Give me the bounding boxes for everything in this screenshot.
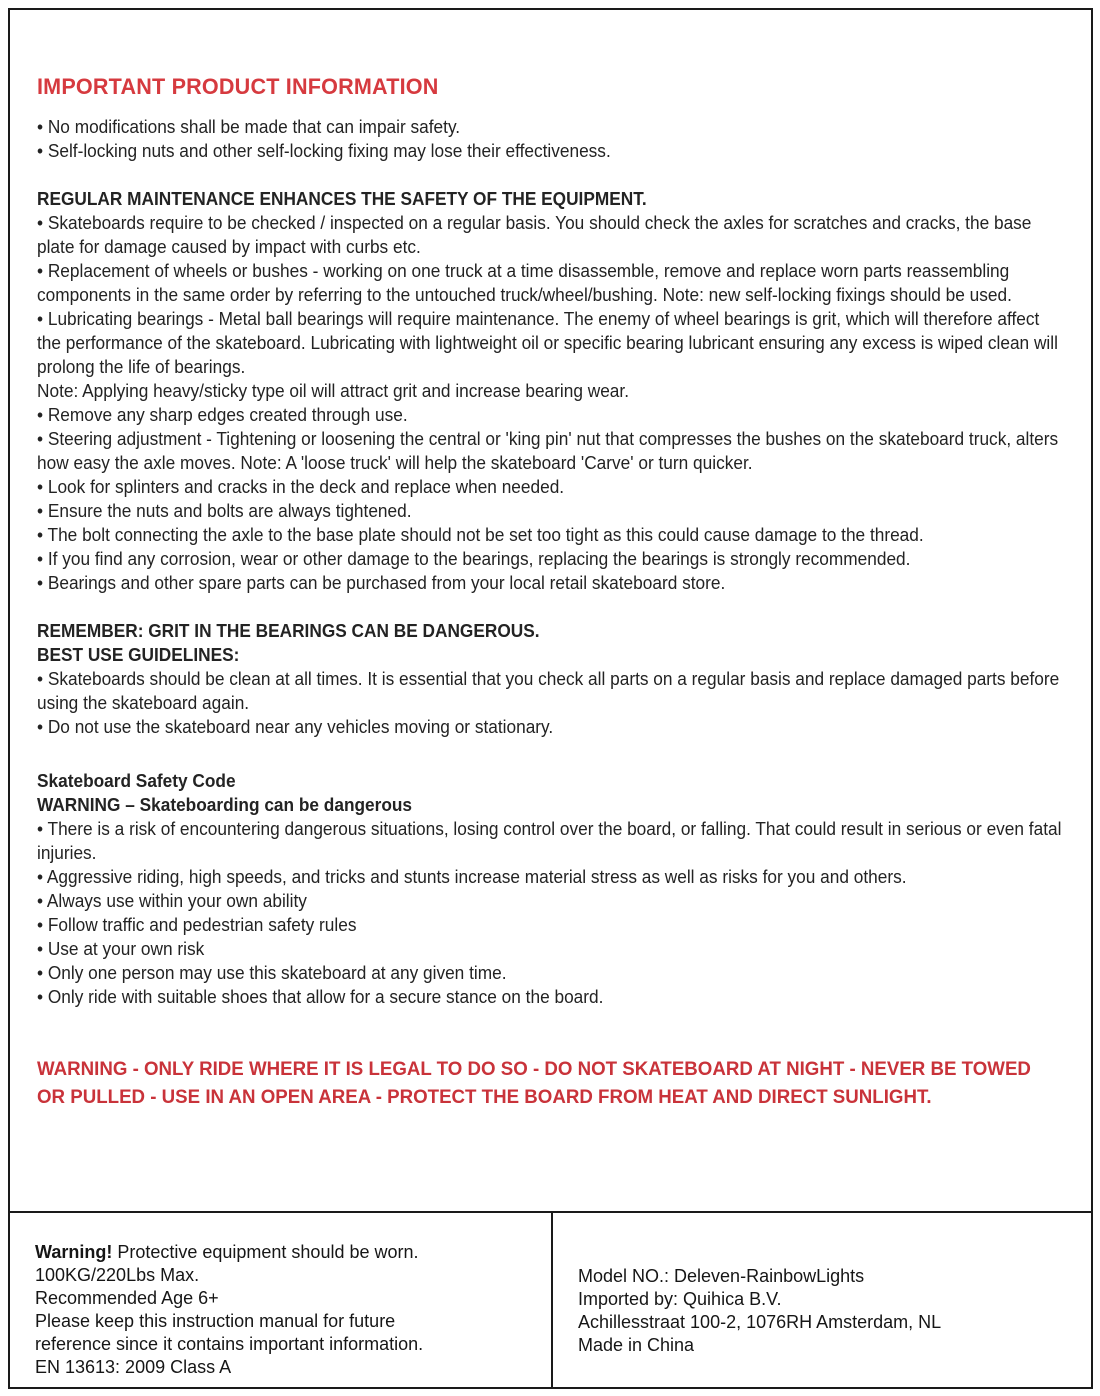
maintenance-item: • Lubricating bearings - Metal ball bearings will require maintenance. The enemy of wheel bearings is grit, which will therefore affect the performance of the skateboard. Lubricating with lightweight oil or specific bearing lubricant ensuring any excess is wiped clean will prolong the life of bearings. <box>37 309 1058 377</box>
footer-right-cell <box>553 1213 1091 1387</box>
maintenance-note: Note: Applying heavy/sticky type oil will attract grit and increase bearing wear. <box>37 381 630 401</box>
safety-item: • Use at your own risk <box>37 939 205 959</box>
footer-row <box>10 1211 1091 1387</box>
footer-left-cell <box>10 1213 553 1387</box>
footer-left-line: Recommended Age 6+ <box>35 1288 219 1308</box>
best-use-item: • Skateboards should be clean at all times. It is essential that you check all parts on a regular basis and replace damaged parts before using the skateboard again. <box>37 669 1060 713</box>
best-use-heading: BEST USE GUIDELINES: <box>37 645 240 665</box>
footer-left-line: reference since it contains important information. <box>35 1334 424 1354</box>
page-title: IMPORTANT PRODUCT INFORMATION <box>37 74 439 99</box>
safety-item: • Only one person may use this skateboard at any given time. <box>37 963 507 983</box>
intro-bullet: • Self-locking nuts and other self-locking fixing may lose their effectiveness. <box>37 141 611 161</box>
footer-origin-line: Made in China <box>578 1335 695 1355</box>
maintenance-item: • Steering adjustment - Tightening or loosening the central or 'king pin' nut that compresses the bushes on the skateboard truck, alters how easy the axle moves. Note: A 'loose truck' will help the skateboard 'Carve' or turn quicker. <box>37 429 1059 473</box>
footer-left-line: 100KG/220Lbs Max. <box>35 1265 200 1285</box>
remember-heading: REMEMBER: GRIT IN THE BEARINGS CAN BE DANGEROUS. <box>37 621 540 641</box>
maintenance-heading: REGULAR MAINTENANCE ENHANCES THE SAFETY OF THE EQUIPMENT. <box>37 189 647 209</box>
footer-importer-line: Imported by: Quihica B.V. <box>578 1289 782 1309</box>
footer-warning-line <box>35 1241 531 1264</box>
maintenance-item: • Look for splinters and cracks in the deck and replace when needed. <box>37 477 565 497</box>
safety-code-heading: Skateboard Safety Code <box>37 771 236 791</box>
best-use-item: • Do not use the skateboard near any vehicles moving or stationary. <box>37 717 554 737</box>
maintenance-item: • The bolt connecting the axle to the base plate should not be set too tight as this could cause damage to the thread. <box>37 525 924 545</box>
footer-model-line: Model NO.: Deleven-RainbowLights <box>578 1266 865 1286</box>
maintenance-item: • Remove any sharp edges created through use. <box>37 405 408 425</box>
safety-item: • There is a risk of encountering dangerous situations, losing control over the board, or falling. That could result in serious or even fatal injuries. <box>37 819 1062 863</box>
maintenance-item: • Skateboards require to be checked / inspected on a regular basis. You should check the axles for scratches and cracks, the base plate for damage caused by impact with curbs etc. <box>37 213 1032 257</box>
main-content-cell <box>10 10 1091 1211</box>
safety-item: • Only ride with suitable shoes that allow for a secure stance on the board. <box>37 987 604 1007</box>
document-body <box>37 74 1068 1111</box>
intro-bullet: • No modifications shall be made that can impair safety. <box>37 117 461 137</box>
footer-left-line: EN 13613: 2009 Class A <box>35 1357 232 1377</box>
page-border-frame <box>8 8 1093 1389</box>
safety-item: • Always use within your own ability <box>37 891 307 911</box>
footer-warning-text: Protective equipment should be worn. <box>112 1242 419 1262</box>
safety-item: • Follow traffic and pedestrian safety rules <box>37 915 357 935</box>
maintenance-item: • If you find any corrosion, wear or other damage to the bearings, replacing the bearings is strongly recommended. <box>37 549 911 569</box>
safety-item: • Aggressive riding, high speeds, and tricks and stunts increase material stress as well as risks for you and others. <box>37 867 907 887</box>
maintenance-item: • Ensure the nuts and bolts are always tightened. <box>37 501 412 521</box>
warning-banner: WARNING - ONLY RIDE WHERE IT IS LEGAL TO DO SO - DO NOT SKATEBOARD AT NIGHT - NEVER BE TOWED OR PULLED - USE IN AN OPEN AREA - PROTECT THE BOARD FROM HEAT AND DIRECT SUNLIGHT. <box>37 1058 1031 1108</box>
warning-subheading: WARNING – Skateboarding can be dangerous <box>37 795 413 815</box>
maintenance-item: • Bearings and other spare parts can be purchased from your local retail skateboard store. <box>37 573 726 593</box>
footer-address-line: Achillesstraat 100-2, 1076RH Amsterdam, NL <box>578 1312 942 1332</box>
maintenance-item: • Replacement of wheels or bushes - working on one truck at a time disassemble, remove and replace worn parts reassembling components in the same order by referring to the untouched truck/wheel/bushing. Note: new self-locking fixings should be used. <box>37 261 1012 305</box>
footer-warning-label: Warning! <box>35 1242 113 1262</box>
footer-left-line: Please keep this instruction manual for future <box>35 1311 396 1331</box>
